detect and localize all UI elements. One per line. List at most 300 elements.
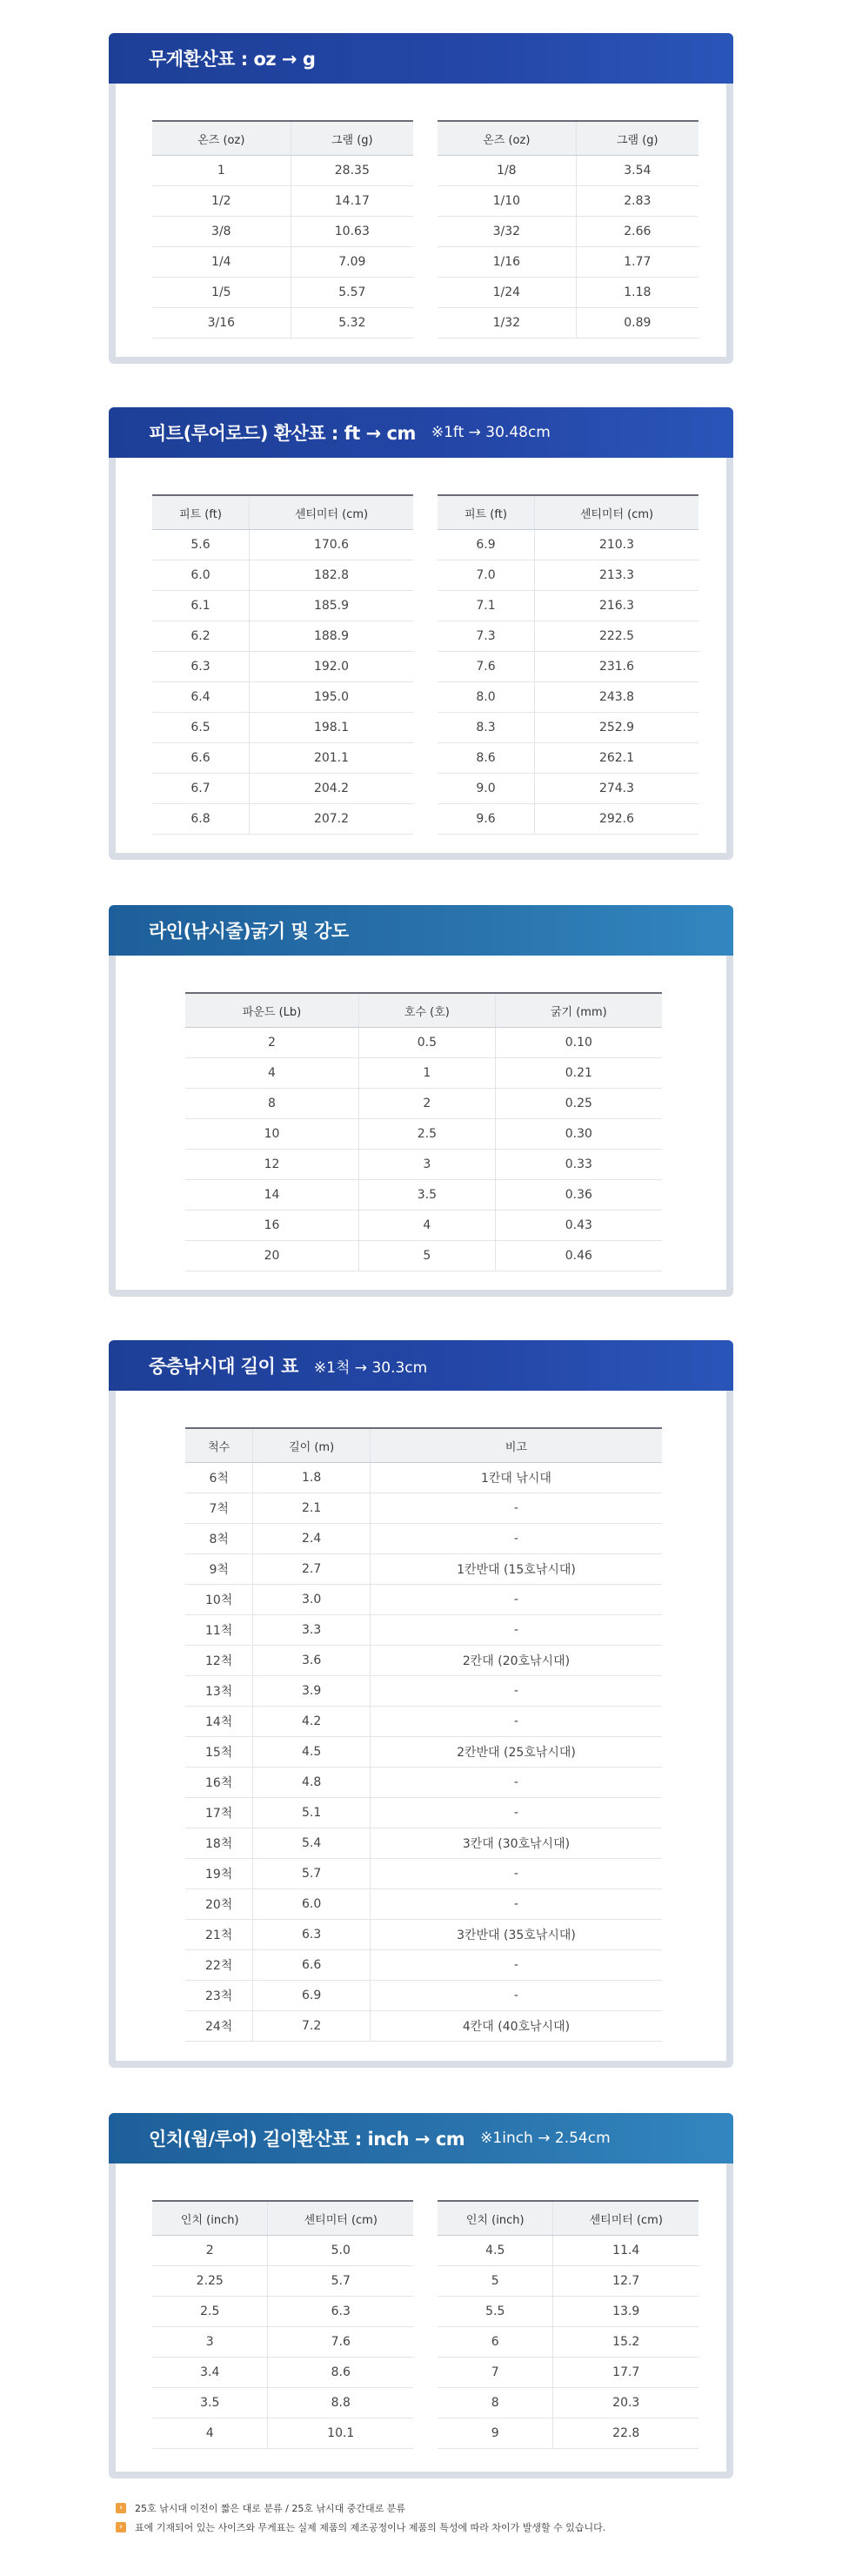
inch-title: 인치(웜/루어) 길이환산표 : inch → cm bbox=[149, 2129, 465, 2150]
line-table bbox=[185, 992, 662, 1271]
feet-title: 피트(루어로드) 환산표 : ft → cm bbox=[149, 423, 416, 444]
table-row bbox=[185, 1920, 662, 1950]
table-cell: 3.9 bbox=[253, 1676, 371, 1707]
table-cell: 0.10 bbox=[495, 1028, 662, 1058]
table-cell: - bbox=[370, 1889, 662, 1920]
table-cell: 3.54 bbox=[576, 156, 698, 186]
table-cell: 22척 bbox=[185, 1950, 253, 1981]
table-cell: 23척 bbox=[185, 1981, 253, 2011]
table-row bbox=[152, 713, 413, 743]
table-row bbox=[185, 1646, 662, 1676]
table-row bbox=[438, 652, 698, 682]
table-cell: 1/5 bbox=[152, 278, 291, 308]
table-cell: 243.8 bbox=[534, 682, 698, 713]
table-cell: 1/16 bbox=[438, 247, 576, 278]
table-cell: 6.0 bbox=[253, 1889, 371, 1920]
table-row bbox=[185, 1211, 662, 1241]
table-cell: 4.2 bbox=[253, 1707, 371, 1737]
table-cell: 2.66 bbox=[576, 217, 698, 247]
table-row bbox=[185, 1707, 662, 1737]
table-cell: 262.1 bbox=[534, 743, 698, 774]
weight-title: 무게환산표 : oz → g bbox=[149, 49, 316, 70]
table-cell: 216.3 bbox=[534, 591, 698, 621]
table-cell: 7.0 bbox=[438, 560, 534, 591]
table-row bbox=[152, 530, 413, 560]
inch-header bbox=[109, 2113, 733, 2163]
table-cell: - bbox=[370, 1615, 662, 1646]
table-cell: 11.4 bbox=[553, 2236, 698, 2266]
table-cell: 7척 bbox=[185, 1493, 253, 1524]
table-row bbox=[438, 247, 698, 278]
table-cell: 6.3 bbox=[268, 2297, 413, 2327]
table-cell: 8.8 bbox=[268, 2388, 413, 2418]
table-row bbox=[438, 217, 698, 247]
table-cell: 6.9 bbox=[253, 1981, 371, 2011]
rod-body bbox=[116, 1391, 726, 2061]
table-cell: 4 bbox=[152, 2418, 268, 2449]
table-cell: 188.9 bbox=[249, 621, 413, 652]
table-header-row bbox=[438, 121, 698, 156]
table-cell: 2 bbox=[359, 1089, 496, 1119]
table-cell: 16척 bbox=[185, 1768, 253, 1798]
table-row bbox=[185, 1828, 662, 1859]
table-cell: 5.1 bbox=[253, 1798, 371, 1828]
feet-body bbox=[116, 458, 726, 853]
table-cell: 3.3 bbox=[253, 1615, 371, 1646]
rod-section bbox=[109, 1340, 733, 2068]
feet-header bbox=[109, 407, 733, 458]
table-cell: 7.3 bbox=[438, 621, 534, 652]
column-header: 온즈 (oz) bbox=[438, 121, 576, 156]
table-cell: 3/8 bbox=[152, 217, 291, 247]
table-row bbox=[185, 1241, 662, 1271]
table-cell: 10.63 bbox=[291, 217, 413, 247]
table-row bbox=[152, 156, 413, 186]
table-cell: 5.7 bbox=[268, 2266, 413, 2297]
table-cell: 4 bbox=[185, 1058, 359, 1089]
table-cell: 14 bbox=[185, 1180, 359, 1211]
table-cell: 2.4 bbox=[253, 1524, 371, 1554]
table-cell: 5.0 bbox=[268, 2236, 413, 2266]
table-row bbox=[152, 682, 413, 713]
weight-table-left bbox=[152, 120, 413, 339]
table-row bbox=[438, 2266, 698, 2297]
column-header: 피트 (ft) bbox=[152, 495, 249, 530]
table-cell: 5.32 bbox=[291, 308, 413, 339]
table-row bbox=[152, 2358, 413, 2388]
table-cell: 6.9 bbox=[438, 530, 534, 560]
table-cell: 0.33 bbox=[495, 1150, 662, 1180]
table-cell: 0.25 bbox=[495, 1089, 662, 1119]
feet-table-right bbox=[438, 494, 698, 835]
note-item bbox=[116, 2518, 605, 2537]
table-cell: 20.3 bbox=[553, 2388, 698, 2418]
table-cell: 13.9 bbox=[553, 2297, 698, 2327]
table-row bbox=[438, 743, 698, 774]
table-cell: 12 bbox=[185, 1150, 359, 1180]
table-cell: 1칸반대 (15호낚시대) bbox=[370, 1554, 662, 1585]
table-cell: 192.0 bbox=[249, 652, 413, 682]
table-row bbox=[185, 1058, 662, 1089]
table-cell: 8척 bbox=[185, 1524, 253, 1554]
table-cell: 6.8 bbox=[152, 804, 249, 835]
table-row bbox=[438, 560, 698, 591]
table-cell: 2칸대 (20호낚시대) bbox=[370, 1646, 662, 1676]
table-cell: - bbox=[370, 1950, 662, 1981]
table-cell: 9 bbox=[438, 2418, 553, 2449]
table-row bbox=[152, 743, 413, 774]
notes bbox=[116, 2499, 605, 2537]
table-row bbox=[438, 530, 698, 560]
table-row bbox=[185, 1859, 662, 1889]
table-row bbox=[152, 247, 413, 278]
table-row bbox=[185, 1028, 662, 1058]
table-row bbox=[152, 186, 413, 217]
table-cell: 3 bbox=[152, 2327, 268, 2358]
table-cell: 17.7 bbox=[553, 2358, 698, 2388]
table-cell: 204.2 bbox=[249, 774, 413, 804]
table-cell: 8.6 bbox=[438, 743, 534, 774]
table-row bbox=[185, 1676, 662, 1707]
table-cell: 170.6 bbox=[249, 530, 413, 560]
table-row bbox=[185, 1585, 662, 1615]
table-row bbox=[152, 560, 413, 591]
table-row bbox=[152, 2327, 413, 2358]
weight-body bbox=[116, 84, 726, 357]
table-cell: 1/4 bbox=[152, 247, 291, 278]
table-cell: 1.77 bbox=[576, 247, 698, 278]
table-cell: 13척 bbox=[185, 1676, 253, 1707]
table-row bbox=[438, 2358, 698, 2388]
table-cell: 9.0 bbox=[438, 774, 534, 804]
table-cell: 9척 bbox=[185, 1554, 253, 1585]
table-row bbox=[152, 804, 413, 835]
column-header: 센티미터 (cm) bbox=[534, 495, 698, 530]
table-cell: - bbox=[370, 1981, 662, 2011]
table-row bbox=[152, 621, 413, 652]
table-cell: 5.57 bbox=[291, 278, 413, 308]
table-header-row bbox=[152, 2201, 413, 2236]
weight-header bbox=[109, 33, 733, 84]
table-row bbox=[185, 1554, 662, 1585]
table-row bbox=[185, 1981, 662, 2011]
table-row bbox=[152, 217, 413, 247]
table-cell: 7.09 bbox=[291, 247, 413, 278]
table-cell: 5 bbox=[359, 1241, 496, 1271]
feet-table-left bbox=[152, 494, 413, 835]
table-cell: 1/24 bbox=[438, 278, 576, 308]
table-cell: 3.0 bbox=[253, 1585, 371, 1615]
table-cell: 14.17 bbox=[291, 186, 413, 217]
table-row bbox=[438, 2327, 698, 2358]
table-cell: 5.7 bbox=[253, 1859, 371, 1889]
column-header: 인치 (inch) bbox=[152, 2201, 268, 2236]
table-header-row bbox=[152, 121, 413, 156]
table-cell: 7.6 bbox=[438, 652, 534, 682]
table-cell: 1 bbox=[152, 156, 291, 186]
table-cell: 1.18 bbox=[576, 278, 698, 308]
table-row bbox=[185, 1615, 662, 1646]
table-cell: 21척 bbox=[185, 1920, 253, 1950]
table-cell: 8.3 bbox=[438, 713, 534, 743]
table-row bbox=[185, 1089, 662, 1119]
table-cell: 12척 bbox=[185, 1646, 253, 1676]
table-cell: 3 bbox=[359, 1150, 496, 1180]
table-cell: 3.4 bbox=[152, 2358, 268, 2388]
table-cell: 1.8 bbox=[253, 1463, 371, 1493]
column-header: 비고 bbox=[370, 1428, 662, 1463]
table-row bbox=[438, 804, 698, 835]
table-row bbox=[438, 308, 698, 339]
table-cell: 3칸대 (30호낚시대) bbox=[370, 1828, 662, 1859]
table-cell: 8 bbox=[185, 1089, 359, 1119]
table-cell: 195.0 bbox=[249, 682, 413, 713]
table-row bbox=[185, 1798, 662, 1828]
table-cell: 0.46 bbox=[495, 1241, 662, 1271]
bullet-icon: › bbox=[116, 2503, 126, 2513]
table-cell: 20척 bbox=[185, 1889, 253, 1920]
table-cell: 7.6 bbox=[268, 2327, 413, 2358]
table-cell: 3.6 bbox=[253, 1646, 371, 1676]
table-cell: 231.6 bbox=[534, 652, 698, 682]
table-cell: 6.3 bbox=[152, 652, 249, 682]
table-cell: 2칸반대 (25호낚시대) bbox=[370, 1737, 662, 1768]
table-row bbox=[438, 774, 698, 804]
note-text: 표에 기재되어 있는 사이즈와 무게표는 실제 제품의 제조공정이나 제품의 특성에 따라 차이가 발생할 수 있습니다. bbox=[135, 2522, 606, 2533]
rod-header bbox=[109, 1340, 733, 1391]
table-cell: 15척 bbox=[185, 1737, 253, 1768]
table-cell: 17척 bbox=[185, 1798, 253, 1828]
column-header: 척수 bbox=[185, 1428, 253, 1463]
table-cell: 210.3 bbox=[534, 530, 698, 560]
table-row bbox=[438, 591, 698, 621]
table-cell: 20 bbox=[185, 1241, 359, 1271]
note-text: 25호 낚시대 이전이 짧은 대로 분류 / 25호 낚시대 중간대로 분류 bbox=[135, 2503, 406, 2514]
table-cell: 7 bbox=[438, 2358, 553, 2388]
table-cell: 6.5 bbox=[152, 713, 249, 743]
inch-body bbox=[116, 2163, 726, 2472]
table-row bbox=[185, 1737, 662, 1768]
table-cell: - bbox=[370, 1707, 662, 1737]
table-cell: 185.9 bbox=[249, 591, 413, 621]
table-cell: 14척 bbox=[185, 1707, 253, 1737]
table-cell: 2.83 bbox=[576, 186, 698, 217]
column-header: 센티미터 (cm) bbox=[249, 495, 413, 530]
table-cell: 4칸대 (40호낚시대) bbox=[370, 2011, 662, 2042]
table-cell: 9.6 bbox=[438, 804, 534, 835]
table-cell: 2.1 bbox=[253, 1493, 371, 1524]
column-header: 피트 (ft) bbox=[438, 495, 534, 530]
column-header: 센티미터 (cm) bbox=[268, 2201, 413, 2236]
table-row bbox=[152, 774, 413, 804]
table-header-row bbox=[438, 2201, 698, 2236]
table-cell: - bbox=[370, 1493, 662, 1524]
table-cell: 2.7 bbox=[253, 1554, 371, 1585]
table-row bbox=[185, 1889, 662, 1920]
table-cell: 4.5 bbox=[253, 1737, 371, 1768]
table-cell: 1/2 bbox=[152, 186, 291, 217]
table-header-row bbox=[438, 495, 698, 530]
table-cell: 0.36 bbox=[495, 1180, 662, 1211]
table-cell: 7.1 bbox=[438, 591, 534, 621]
table-cell: 6.2 bbox=[152, 621, 249, 652]
table-row bbox=[152, 278, 413, 308]
table-row bbox=[438, 2297, 698, 2327]
weight-section bbox=[109, 33, 733, 364]
weight-table-right bbox=[438, 120, 698, 339]
table-cell: 18척 bbox=[185, 1828, 253, 1859]
rod-subtitle: ※1척 → 30.3cm bbox=[313, 1358, 428, 1377]
bullet-icon: › bbox=[116, 2522, 126, 2532]
table-header-row bbox=[185, 993, 662, 1028]
table-cell: 252.9 bbox=[534, 713, 698, 743]
table-row bbox=[438, 682, 698, 713]
table-row bbox=[185, 1463, 662, 1493]
table-cell: 19척 bbox=[185, 1859, 253, 1889]
column-header: 인치 (inch) bbox=[438, 2201, 553, 2236]
table-cell: 6척 bbox=[185, 1463, 253, 1493]
column-header: 그램 (g) bbox=[576, 121, 698, 156]
table-row bbox=[438, 186, 698, 217]
table-cell: 7.2 bbox=[253, 2011, 371, 2042]
table-cell: 6.0 bbox=[152, 560, 249, 591]
column-header: 파운드 (Lb) bbox=[185, 993, 359, 1028]
table-cell: 10 bbox=[185, 1119, 359, 1150]
table-cell: 0.30 bbox=[495, 1119, 662, 1150]
table-cell: 1칸대 낚시대 bbox=[370, 1463, 662, 1493]
table-row bbox=[185, 1950, 662, 1981]
table-row bbox=[152, 2297, 413, 2327]
table-header-row bbox=[185, 1428, 662, 1463]
table-row bbox=[185, 1150, 662, 1180]
table-row bbox=[185, 1768, 662, 1798]
line-section bbox=[109, 905, 733, 1297]
inch-section bbox=[109, 2113, 733, 2479]
table-cell: 12.7 bbox=[553, 2266, 698, 2297]
inch-table-right bbox=[438, 2200, 698, 2449]
table-cell: 2 bbox=[152, 2236, 268, 2266]
table-cell: 213.3 bbox=[534, 560, 698, 591]
table-row bbox=[438, 2388, 698, 2418]
table-cell: 2.5 bbox=[152, 2297, 268, 2327]
table-cell: 4.8 bbox=[253, 1768, 371, 1798]
rod-title: 중층낚시대 길이 표 bbox=[149, 1356, 298, 1377]
table-row bbox=[438, 156, 698, 186]
table-cell: 3.5 bbox=[152, 2388, 268, 2418]
table-cell: 10.1 bbox=[268, 2418, 413, 2449]
inch-table-left bbox=[152, 2200, 413, 2449]
table-cell: 11척 bbox=[185, 1615, 253, 1646]
table-row bbox=[152, 2266, 413, 2297]
table-row bbox=[185, 1493, 662, 1524]
table-cell: 5.5 bbox=[438, 2297, 553, 2327]
table-cell: 5.6 bbox=[152, 530, 249, 560]
table-cell: - bbox=[370, 1585, 662, 1615]
table-cell: 1/8 bbox=[438, 156, 576, 186]
table-cell: 8 bbox=[438, 2388, 553, 2418]
table-cell: 0.89 bbox=[576, 308, 698, 339]
inch-subtitle: ※1inch → 2.54cm bbox=[480, 2130, 611, 2147]
table-row bbox=[152, 2236, 413, 2266]
table-cell: 5.4 bbox=[253, 1828, 371, 1859]
column-header: 센티미터 (cm) bbox=[553, 2201, 698, 2236]
feet-subtitle: ※1ft → 30.48cm bbox=[431, 424, 551, 441]
rod-table bbox=[185, 1427, 662, 2042]
table-cell: - bbox=[370, 1798, 662, 1828]
table-cell: - bbox=[370, 1524, 662, 1554]
note-item bbox=[116, 2499, 605, 2518]
table-cell: 15.2 bbox=[553, 2327, 698, 2358]
table-row bbox=[152, 308, 413, 339]
column-header: 길이 (m) bbox=[253, 1428, 371, 1463]
feet-section bbox=[109, 407, 733, 860]
table-row bbox=[438, 713, 698, 743]
table-cell: 198.1 bbox=[249, 713, 413, 743]
table-row bbox=[152, 2388, 413, 2418]
table-cell: 292.6 bbox=[534, 804, 698, 835]
table-cell: 8.6 bbox=[268, 2358, 413, 2388]
table-row bbox=[185, 1524, 662, 1554]
table-cell: 2.5 bbox=[359, 1119, 496, 1150]
table-row bbox=[438, 2418, 698, 2449]
table-header-row bbox=[152, 495, 413, 530]
table-cell: 3칸반대 (35호낚시대) bbox=[370, 1920, 662, 1950]
table-row bbox=[438, 2236, 698, 2266]
table-cell: 5 bbox=[438, 2266, 553, 2297]
table-cell: 2 bbox=[185, 1028, 359, 1058]
table-row bbox=[152, 2418, 413, 2449]
table-cell: 28.35 bbox=[291, 156, 413, 186]
table-cell: 6.6 bbox=[152, 743, 249, 774]
table-cell: 4 bbox=[359, 1211, 496, 1241]
table-row bbox=[185, 1180, 662, 1211]
table-cell: 222.5 bbox=[534, 621, 698, 652]
line-header bbox=[109, 905, 733, 956]
line-title: 라인(낚시줄)굵기 및 강도 bbox=[149, 921, 349, 942]
table-cell: - bbox=[370, 1859, 662, 1889]
table-cell: 6.6 bbox=[253, 1950, 371, 1981]
table-cell: 16 bbox=[185, 1211, 359, 1241]
column-header: 그램 (g) bbox=[291, 121, 413, 156]
table-cell: 6 bbox=[438, 2327, 553, 2358]
table-cell: 1/10 bbox=[438, 186, 576, 217]
column-header: 온즈 (oz) bbox=[152, 121, 291, 156]
table-cell: 6.1 bbox=[152, 591, 249, 621]
table-cell: 3/32 bbox=[438, 217, 576, 247]
table-cell: 22.8 bbox=[553, 2418, 698, 2449]
column-header: 호수 (호) bbox=[359, 993, 496, 1028]
table-cell: 182.8 bbox=[249, 560, 413, 591]
table-cell: 0.43 bbox=[495, 1211, 662, 1241]
table-row bbox=[152, 591, 413, 621]
column-header: 굵기 (mm) bbox=[495, 993, 662, 1028]
table-cell: 1/32 bbox=[438, 308, 576, 339]
table-cell: 4.5 bbox=[438, 2236, 553, 2266]
table-cell: 24척 bbox=[185, 2011, 253, 2042]
table-cell: 6.4 bbox=[152, 682, 249, 713]
table-cell: 8.0 bbox=[438, 682, 534, 713]
table-cell: 0.5 bbox=[359, 1028, 496, 1058]
table-cell: 6.7 bbox=[152, 774, 249, 804]
table-cell: 1 bbox=[359, 1058, 496, 1089]
table-row bbox=[438, 621, 698, 652]
table-cell: 0.21 bbox=[495, 1058, 662, 1089]
table-row bbox=[185, 2011, 662, 2042]
table-cell: 274.3 bbox=[534, 774, 698, 804]
table-row bbox=[438, 278, 698, 308]
table-cell: 3.5 bbox=[359, 1180, 496, 1211]
table-cell: 201.1 bbox=[249, 743, 413, 774]
